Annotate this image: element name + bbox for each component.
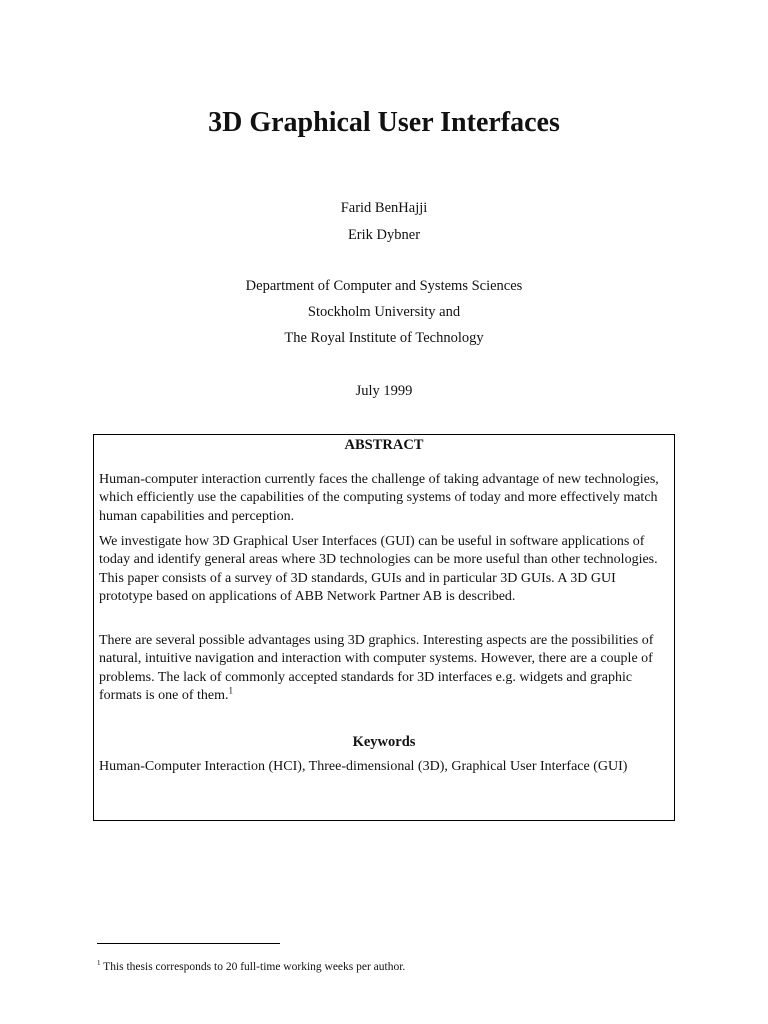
abstract-paragraph: [99, 632, 669, 706]
footnote-divider: [97, 943, 280, 944]
abstract-paragraph-text: There are several possible advantages using 3D graphics. Interesting aspects are the possibilities of natural, intuitive navigation and interaction with computer systems. However, there are a couple of problems. The lack of commonly accepted standards for 3D interfaces e.g. widgets and graphic formats is one of them.: [99, 633, 654, 704]
footnote-number: 1: [97, 959, 101, 968]
footnote: [97, 959, 405, 975]
abstract-box: [93, 434, 675, 821]
keywords-heading: Keywords: [352, 734, 416, 750]
author-name: Farid BenHajji: [340, 200, 428, 216]
keywords-list: Human-Computer Interaction (HCI), Three-dimensional (3D), Graphical User Interface (GUI): [99, 759, 628, 774]
footnote-marker: 1: [228, 685, 233, 696]
affiliation-line: Stockholm University and: [307, 304, 461, 320]
abstract-heading: ABSTRACT: [344, 437, 424, 453]
abstract-paragraph: Human-computer interaction currently faces the challenge of taking advantage of new technologies, which efficiently use the capabilities of the computing systems of today and more effectively match human capabilities and perception.: [99, 472, 659, 524]
footnote-text: This thesis corresponds to 20 full-time working weeks per author.: [100, 961, 406, 973]
abstract-paragraph: We investigate how 3D Graphical User Interfaces (GUI) can be useful in software applications of today and identify general areas where 3D technologies can be more useful than other technologies. This paper consists of a survey of 3D standards, GUIs and in particular 3D GUIs. A 3D GUI prototype based on applications of ABB Network Partner AB is described.: [99, 534, 658, 605]
author-name: Erik Dybner: [347, 227, 421, 243]
paper-title: 3D Graphical User Interfaces: [208, 107, 560, 138]
publication-date: July 1999: [355, 383, 413, 399]
affiliation-line: The Royal Institute of Technology: [284, 330, 484, 346]
affiliation-line: Department of Computer and Systems Sciences: [245, 278, 523, 294]
